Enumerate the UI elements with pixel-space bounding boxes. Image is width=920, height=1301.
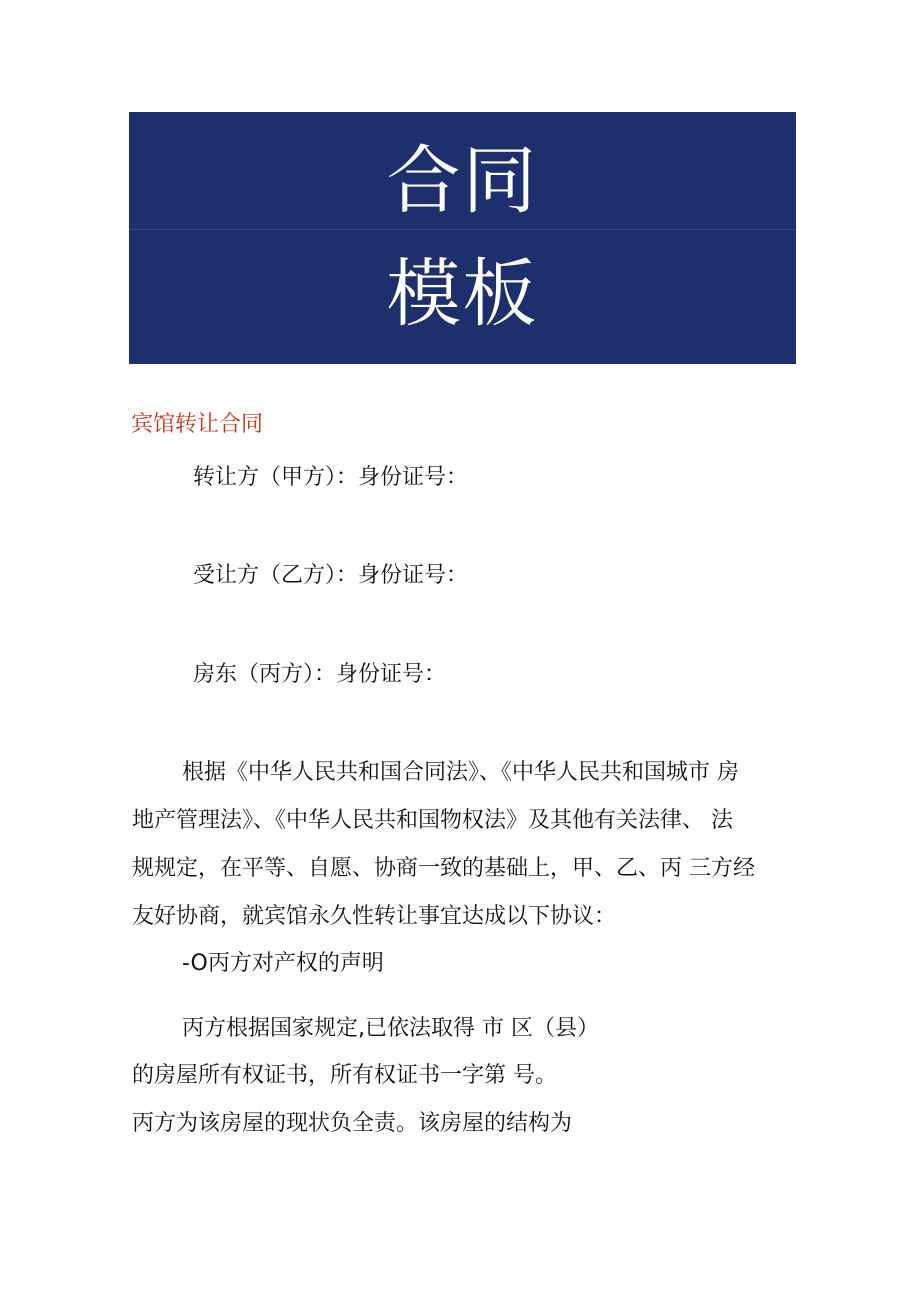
party-a-line: 转让方（甲方）：身份证号： — [193, 465, 469, 490]
preamble-line: 规规定，在平等、自愿、协商一致的基础上，甲、乙、丙 三方经 — [132, 856, 755, 881]
section-heading: -O丙方对产权的声明 — [182, 951, 384, 976]
banner-divider — [129, 229, 796, 230]
preamble-line: 根据《中华人民共和国合同法》、《中华人民共和国城市 房 — [182, 760, 739, 785]
document-title: 宾馆转让合同 — [131, 412, 264, 437]
body-line: 的房屋所有权证书，所有权证书一字第 号。 — [132, 1063, 557, 1088]
body-line: 丙方为该房屋的现状负全责。该房屋的结构为 — [132, 1111, 573, 1136]
body-line: 丙方根据国家规定,已依法取得 市 区（县） — [182, 1016, 599, 1041]
banner-title-line-2: 模板 — [386, 251, 539, 337]
party-c-line: 房东（丙方）：身份证号： — [193, 662, 447, 687]
preamble-paragraph — [132, 749, 797, 941]
party-b-line: 受让方（乙方）：身份证号： — [193, 563, 469, 588]
preamble-line: 地产管理法》、《中华人民共和国物权法》及其他有关法律、 法 — [132, 808, 733, 833]
preamble-line: 友好协商，就宾馆永久性转让事宜达成以下协议： — [132, 904, 617, 929]
title-banner — [129, 112, 796, 364]
banner-title-line-1: 合同 — [386, 138, 539, 224]
